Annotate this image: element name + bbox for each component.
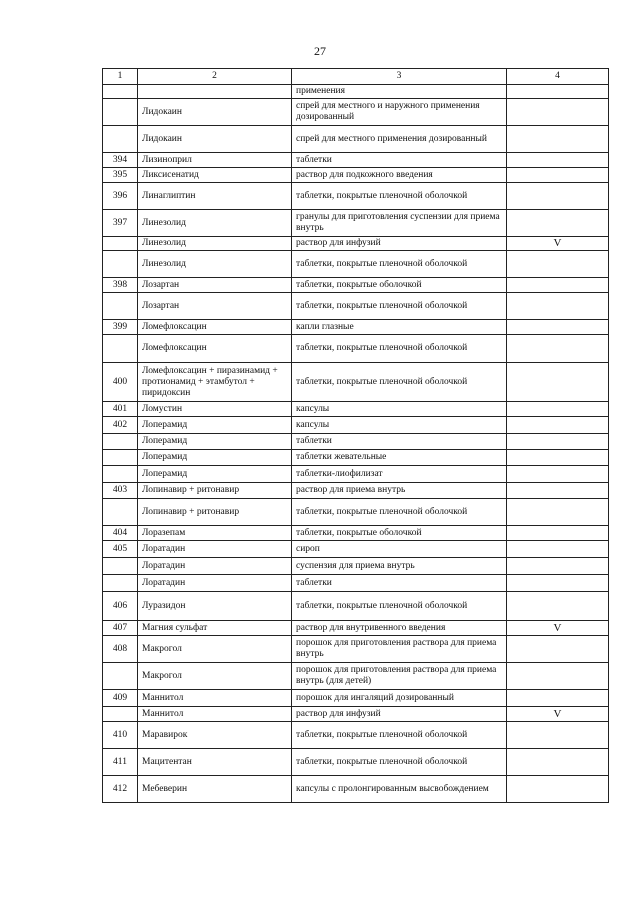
row-number-cell: 404 (103, 526, 138, 541)
row-number-cell (103, 707, 138, 722)
drug-name-cell: Ликсисенатид (138, 168, 292, 183)
dosage-form-cell: капсулы (292, 402, 507, 417)
dosage-form-cell: раствор для инфузий (292, 237, 507, 251)
mark-cell (507, 541, 609, 558)
column-header-1: 1 (103, 69, 138, 85)
dosage-form-cell: порошок для приготовления раствора для приема внутрь (292, 636, 507, 663)
mark-cell: V (507, 621, 609, 636)
drug-name-cell: Лидокаин (138, 99, 292, 126)
drug-name-cell: Лизиноприл (138, 153, 292, 168)
dosage-form-cell: гранулы для приготовления суспензии для приема внутрь (292, 210, 507, 237)
dosage-form-cell: таблетки, покрытые пленочной оболочкой (292, 335, 507, 363)
drug-name-cell: Лоратадин (138, 558, 292, 575)
drug-name-cell: Лоперамид (138, 466, 292, 483)
row-number-cell: 410 (103, 722, 138, 749)
drug-name-cell: Ломефлоксацин (138, 320, 292, 335)
drug-name-cell: Линезолид (138, 237, 292, 251)
mark-cell (507, 466, 609, 483)
mark-cell (507, 320, 609, 335)
table-row (103, 320, 609, 335)
table-row (103, 749, 609, 776)
row-number-cell: 412 (103, 776, 138, 803)
drug-name-cell: Лидокаин (138, 126, 292, 153)
dosage-form-cell: таблетки, покрытые оболочкой (292, 278, 507, 293)
drug-name-cell: Ломустин (138, 402, 292, 417)
dosage-form-cell: спрей для местного и наружного применения дозированный (292, 99, 507, 126)
drug-name-cell: Маннитол (138, 707, 292, 722)
drug-name-cell: Лопинавир + ритонавир (138, 499, 292, 526)
row-number-cell (103, 335, 138, 363)
dosage-form-cell: таблетки (292, 434, 507, 450)
row-number-cell (103, 237, 138, 251)
drug-name-cell: Ломефлоксацин + пиразинамид + протионамид + этамбутол + пиридоксин (138, 363, 292, 402)
dosage-form-cell: таблетки, покрытые пленочной оболочкой (292, 499, 507, 526)
row-number-cell: 411 (103, 749, 138, 776)
table-row (103, 417, 609, 434)
drug-name-cell: Лозартан (138, 293, 292, 320)
mark-cell (507, 663, 609, 690)
dosage-form-cell: капсулы с пролонгированным высвобождением (292, 776, 507, 803)
mark-cell (507, 402, 609, 417)
dosage-form-cell: порошок для ингаляций дозированный (292, 690, 507, 707)
row-number-cell: 394 (103, 153, 138, 168)
table-row (103, 335, 609, 363)
row-number-cell (103, 251, 138, 278)
mark-cell (507, 636, 609, 663)
drug-name-cell: Лоперамид (138, 434, 292, 450)
drug-name-cell: Мацитентан (138, 749, 292, 776)
mark-cell (507, 251, 609, 278)
dosage-form-cell: раствор для подкожного введения (292, 168, 507, 183)
dosage-form-cell: раствор для инфузий (292, 707, 507, 722)
table-row (103, 99, 609, 126)
row-number-cell: 398 (103, 278, 138, 293)
dosage-form-cell: раствор для приема внутрь (292, 483, 507, 499)
mark-cell (507, 434, 609, 450)
drug-name-cell: Луразидон (138, 592, 292, 621)
row-number-cell: 403 (103, 483, 138, 499)
mark-cell (507, 749, 609, 776)
table-row (103, 126, 609, 153)
table-row (103, 526, 609, 541)
table-row (103, 722, 609, 749)
dosage-form-cell: суспензия для приема внутрь (292, 558, 507, 575)
table-row (103, 293, 609, 320)
table-row (103, 278, 609, 293)
dosage-form-cell: капли глазные (292, 320, 507, 335)
row-number-cell (103, 450, 138, 466)
mark-cell (507, 722, 609, 749)
row-number-cell: 408 (103, 636, 138, 663)
drug-name-cell: Лоразепам (138, 526, 292, 541)
row-number-cell (103, 558, 138, 575)
dosage-form-cell: спрей для местного применения дозированный (292, 126, 507, 153)
dosage-form-cell: порошок для приготовления раствора для приема внутрь (для детей) (292, 663, 507, 690)
mark-cell (507, 690, 609, 707)
drug-name-cell (138, 85, 292, 99)
row-number-cell (103, 499, 138, 526)
mark-cell (507, 483, 609, 499)
table-row (103, 168, 609, 183)
dosage-form-cell: таблетки (292, 153, 507, 168)
row-number-cell (103, 126, 138, 153)
row-number-cell: 397 (103, 210, 138, 237)
table-row (103, 575, 609, 592)
drug-name-cell: Мебеверин (138, 776, 292, 803)
table-row (103, 592, 609, 621)
mark-cell (507, 153, 609, 168)
row-number-cell: 407 (103, 621, 138, 636)
table-row (103, 402, 609, 417)
dosage-form-cell: таблетки жевательные (292, 450, 507, 466)
drug-name-cell: Лоперамид (138, 450, 292, 466)
column-header-3: 3 (292, 69, 507, 85)
table-row (103, 210, 609, 237)
dosage-form-cell: применения (292, 85, 507, 99)
row-number-cell: 401 (103, 402, 138, 417)
mark-cell (507, 99, 609, 126)
drug-name-cell: Линаглиптин (138, 183, 292, 210)
table-row (103, 85, 609, 99)
mark-cell (507, 210, 609, 237)
row-number-cell (103, 293, 138, 320)
mark-cell (507, 85, 609, 99)
row-number-cell (103, 85, 138, 99)
drug-table (102, 68, 609, 803)
row-number-cell (103, 434, 138, 450)
drug-name-cell: Макрогол (138, 636, 292, 663)
column-header-4: 4 (507, 69, 609, 85)
table-row (103, 558, 609, 575)
table-row (103, 363, 609, 402)
dosage-form-cell: таблетки, покрытые пленочной оболочкой (292, 251, 507, 278)
table-row (103, 183, 609, 210)
dosage-form-cell: таблетки, покрытые пленочной оболочкой (292, 293, 507, 320)
table-row (103, 541, 609, 558)
table-row (103, 237, 609, 251)
dosage-form-cell: раствор для внутривенного введения (292, 621, 507, 636)
mark-cell (507, 168, 609, 183)
mark-cell (507, 417, 609, 434)
dosage-form-cell: сироп (292, 541, 507, 558)
mark-cell (507, 526, 609, 541)
table-row (103, 450, 609, 466)
mark-cell (507, 575, 609, 592)
table-row (103, 663, 609, 690)
dosage-form-cell: капсулы (292, 417, 507, 434)
row-number-cell: 405 (103, 541, 138, 558)
mark-cell (507, 335, 609, 363)
table-row (103, 153, 609, 168)
table-row (103, 776, 609, 803)
dosage-form-cell: таблетки-лиофилизат (292, 466, 507, 483)
table-row (103, 690, 609, 707)
row-number-cell (103, 575, 138, 592)
row-number-cell (103, 663, 138, 690)
drug-name-cell: Лозартан (138, 278, 292, 293)
table-body (103, 85, 609, 803)
table-row (103, 707, 609, 722)
mark-cell (507, 293, 609, 320)
row-number-cell: 396 (103, 183, 138, 210)
dosage-form-cell: таблетки, покрытые пленочной оболочкой (292, 183, 507, 210)
page-number: 27 (314, 44, 326, 58)
drug-name-cell: Магния сульфат (138, 621, 292, 636)
mark-cell (507, 278, 609, 293)
mark-cell (507, 592, 609, 621)
column-header-2: 2 (138, 69, 292, 85)
table-row (103, 466, 609, 483)
table-row (103, 483, 609, 499)
table-header-row (103, 69, 609, 85)
drug-name-cell: Линезолид (138, 251, 292, 278)
dosage-form-cell: таблетки, покрытые пленочной оболочкой (292, 363, 507, 402)
row-number-cell: 395 (103, 168, 138, 183)
table-row (103, 621, 609, 636)
drug-name-cell: Ломефлоксацин (138, 335, 292, 363)
dosage-form-cell: таблетки, покрытые оболочкой (292, 526, 507, 541)
mark-cell: V (507, 237, 609, 251)
table-row (103, 251, 609, 278)
table-row (103, 499, 609, 526)
drug-name-cell: Лоратадин (138, 575, 292, 592)
dosage-form-cell: таблетки, покрытые пленочной оболочкой (292, 592, 507, 621)
row-number-cell: 406 (103, 592, 138, 621)
mark-cell (507, 363, 609, 402)
row-number-cell (103, 466, 138, 483)
drug-name-cell: Лоперамид (138, 417, 292, 434)
mark-cell (507, 450, 609, 466)
mark-cell (507, 776, 609, 803)
row-number-cell: 400 (103, 363, 138, 402)
mark-cell (507, 558, 609, 575)
mark-cell (507, 499, 609, 526)
table-row (103, 636, 609, 663)
dosage-form-cell: таблетки (292, 575, 507, 592)
row-number-cell (103, 99, 138, 126)
drug-name-cell: Макрогол (138, 663, 292, 690)
drug-name-cell: Маннитол (138, 690, 292, 707)
table-row (103, 434, 609, 450)
drug-name-cell: Линезолид (138, 210, 292, 237)
dosage-form-cell: таблетки, покрытые пленочной оболочкой (292, 749, 507, 776)
mark-cell: V (507, 707, 609, 722)
mark-cell (507, 183, 609, 210)
drug-name-cell: Лопинавир + ритонавир (138, 483, 292, 499)
row-number-cell: 402 (103, 417, 138, 434)
mark-cell (507, 126, 609, 153)
row-number-cell: 409 (103, 690, 138, 707)
drug-name-cell: Лоратадин (138, 541, 292, 558)
row-number-cell: 399 (103, 320, 138, 335)
drug-name-cell: Маравирок (138, 722, 292, 749)
dosage-form-cell: таблетки, покрытые пленочной оболочкой (292, 722, 507, 749)
